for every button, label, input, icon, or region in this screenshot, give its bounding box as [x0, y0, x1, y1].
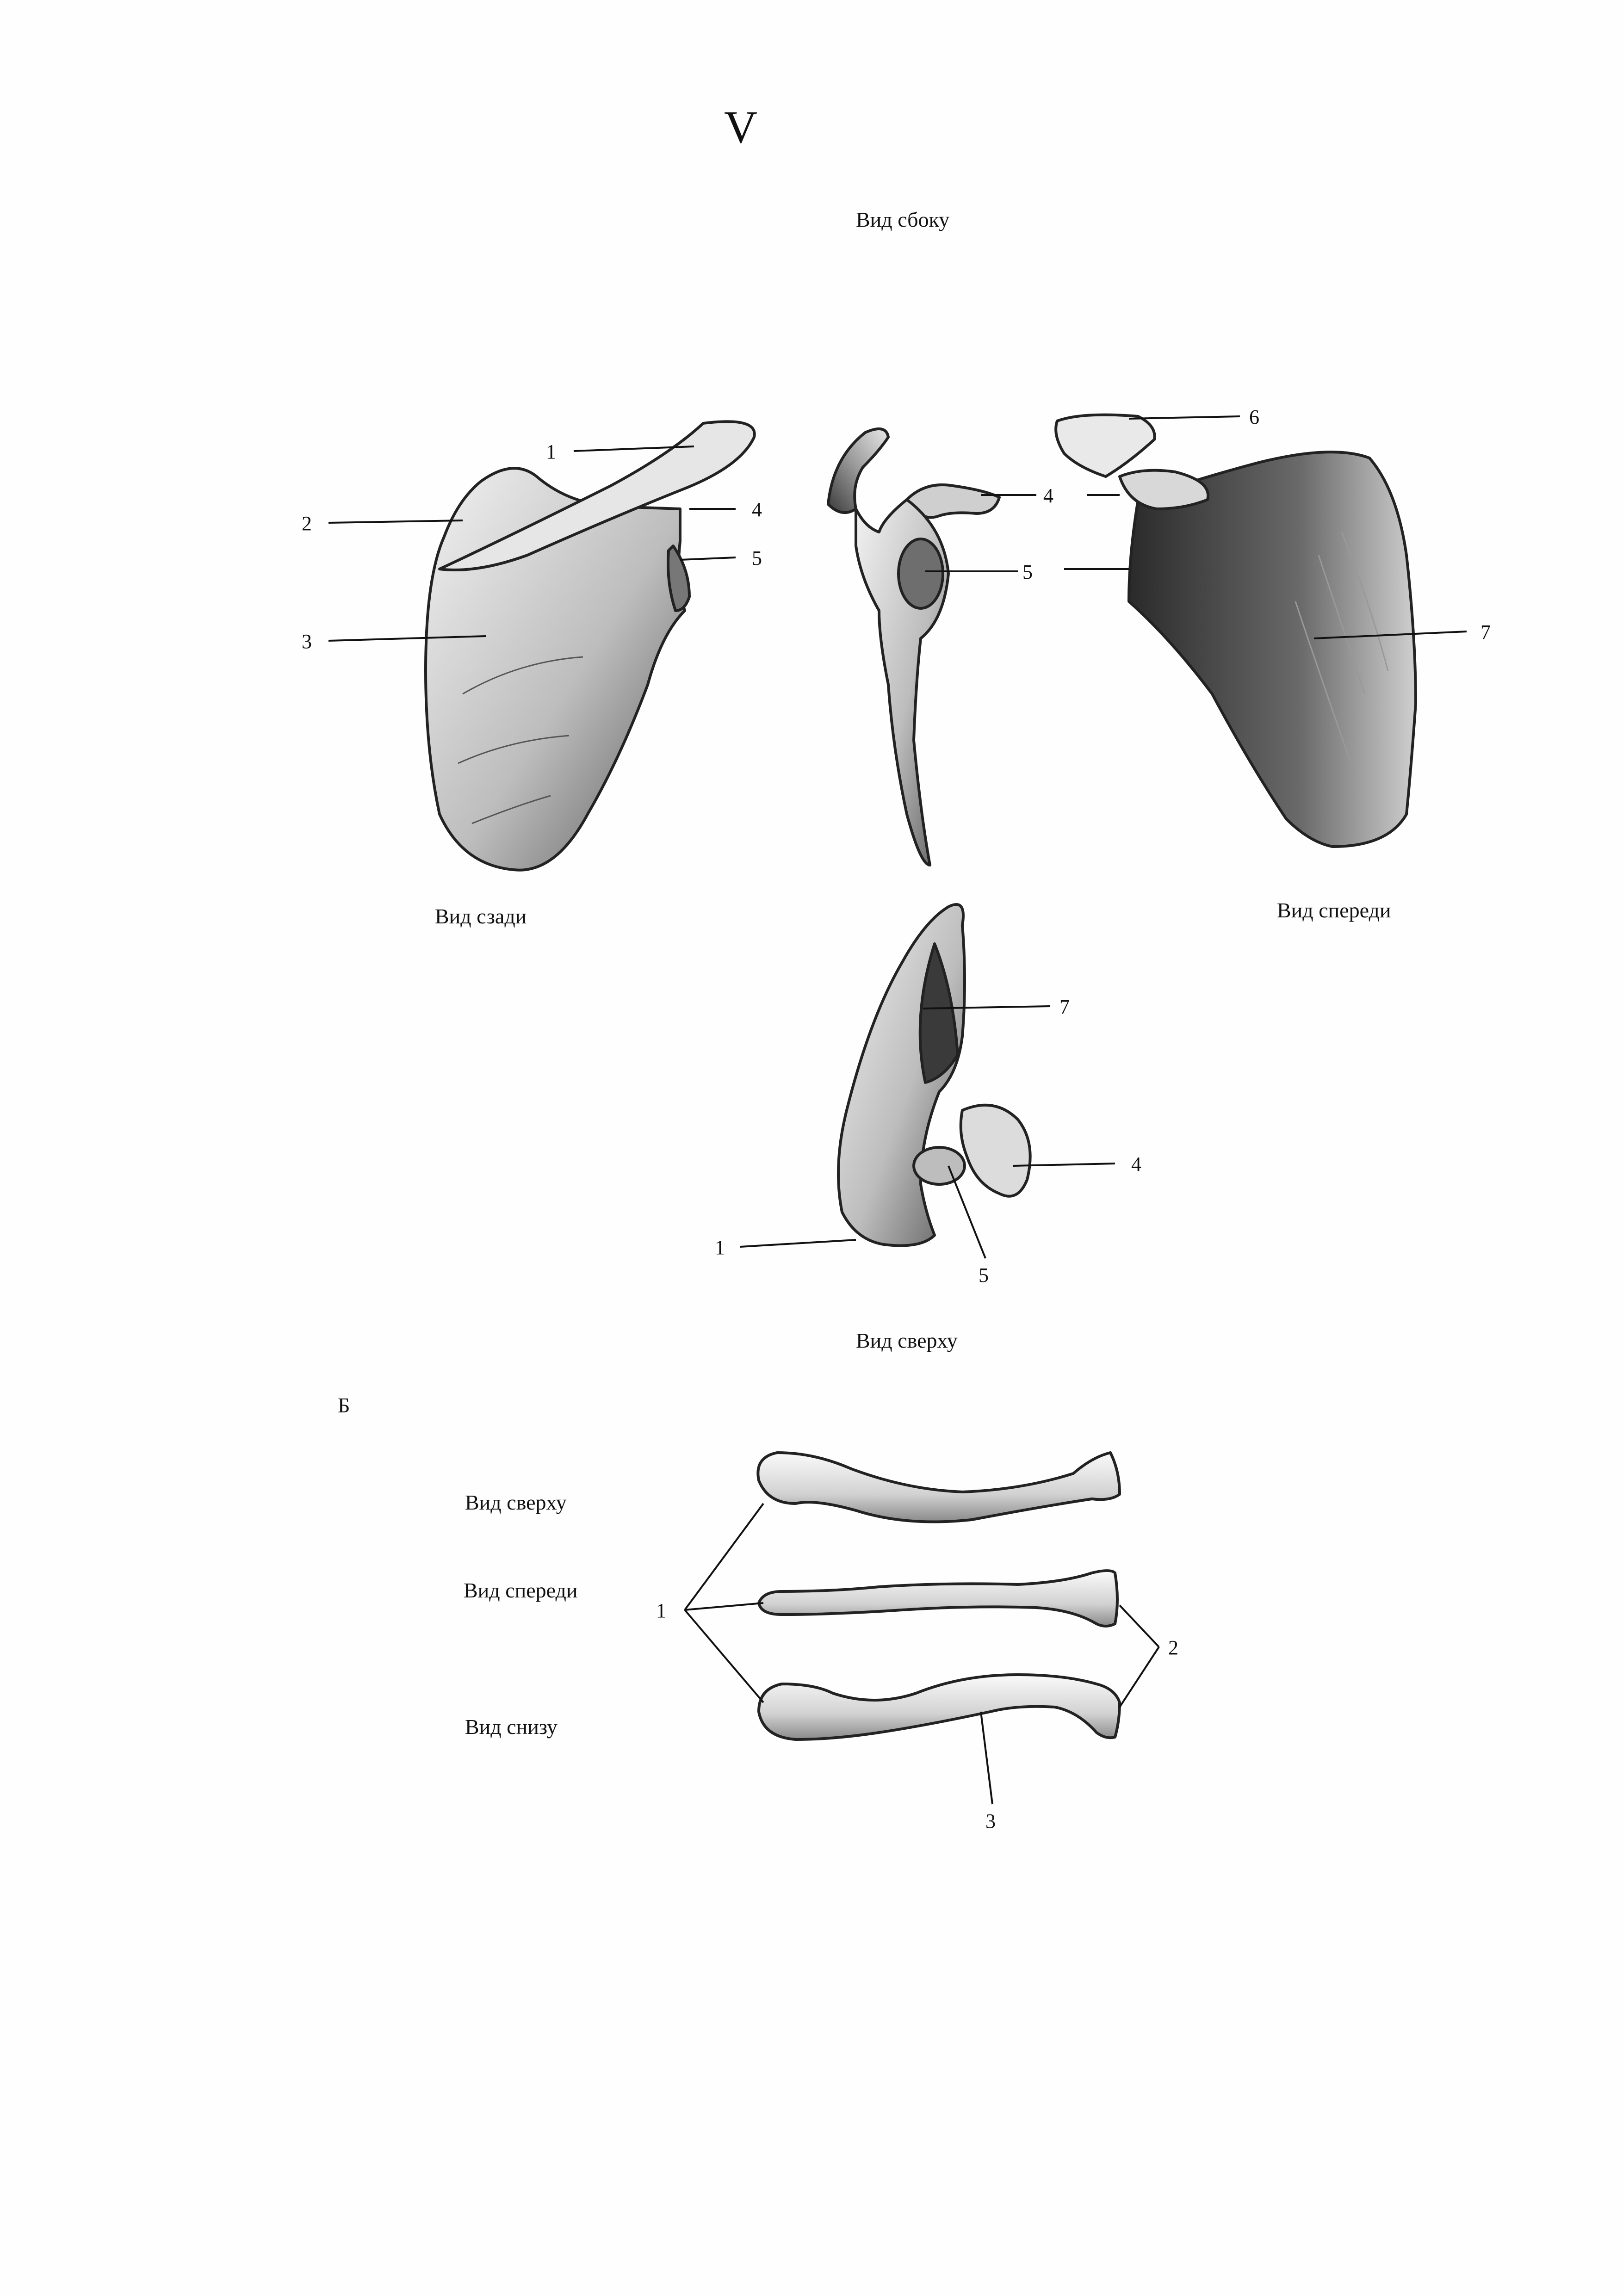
scapula-top-glenoid	[914, 1147, 965, 1184]
top-label-1: 1	[715, 1236, 725, 1259]
scapula-top-coracoid	[961, 1105, 1030, 1196]
clavicle-bottom-view	[759, 1675, 1120, 1739]
scapula-front-acromion	[1056, 415, 1154, 477]
back-label-5: 5	[752, 547, 762, 569]
scapula-view-front-caption: Вид спереди	[1277, 898, 1391, 922]
scapula-front-coracoid	[1120, 470, 1208, 509]
clavicle-view-bottom-caption: Вид снизу	[465, 1715, 558, 1739]
front-label-7: 7	[1481, 621, 1491, 644]
clavicle-label-1: 1	[656, 1599, 666, 1622]
scapula-front-view	[1056, 415, 1416, 847]
clavicle-top-view	[758, 1453, 1120, 1522]
scapula-view-side-caption: Вид сбоку	[856, 208, 950, 231]
side-label-5: 5	[1022, 561, 1033, 583]
scapula-top-view	[838, 904, 1030, 1246]
top-label-5: 5	[979, 1264, 989, 1287]
top-label-4: 4	[1131, 1153, 1141, 1176]
clavicle-front-view	[759, 1571, 1117, 1626]
clavicle-label-3: 3	[985, 1810, 996, 1832]
top-label-7: 7	[1059, 996, 1070, 1018]
scapula-back-view	[426, 421, 755, 870]
scapula-top-body	[838, 904, 965, 1246]
scapula-side-glenoid	[898, 539, 943, 608]
back-label-2: 2	[302, 512, 312, 535]
scapula-view-top-caption: Вид сверху	[856, 1329, 958, 1352]
scapula-view-back-caption: Вид сзади	[435, 904, 527, 928]
section-b-label: Б	[338, 1393, 350, 1417]
scapula-side-acromion	[828, 429, 888, 513]
back-label-3: 3	[302, 630, 312, 653]
back-label-4: 4	[752, 498, 762, 521]
back-label-1: 1	[546, 440, 556, 463]
front-label-6: 6	[1249, 406, 1259, 428]
clavicle-label-2: 2	[1168, 1636, 1178, 1659]
clavicle-view-front-caption: Вид спереди	[464, 1578, 578, 1602]
scapula-back-glenoid	[668, 546, 689, 611]
plate-numeral: V	[724, 101, 758, 153]
side-label-4: 4	[1043, 484, 1053, 507]
scapula-front-body	[1129, 452, 1416, 847]
clavicle-view-top-caption: Вид сверху	[465, 1491, 567, 1514]
scapula-side-view	[828, 429, 999, 865]
